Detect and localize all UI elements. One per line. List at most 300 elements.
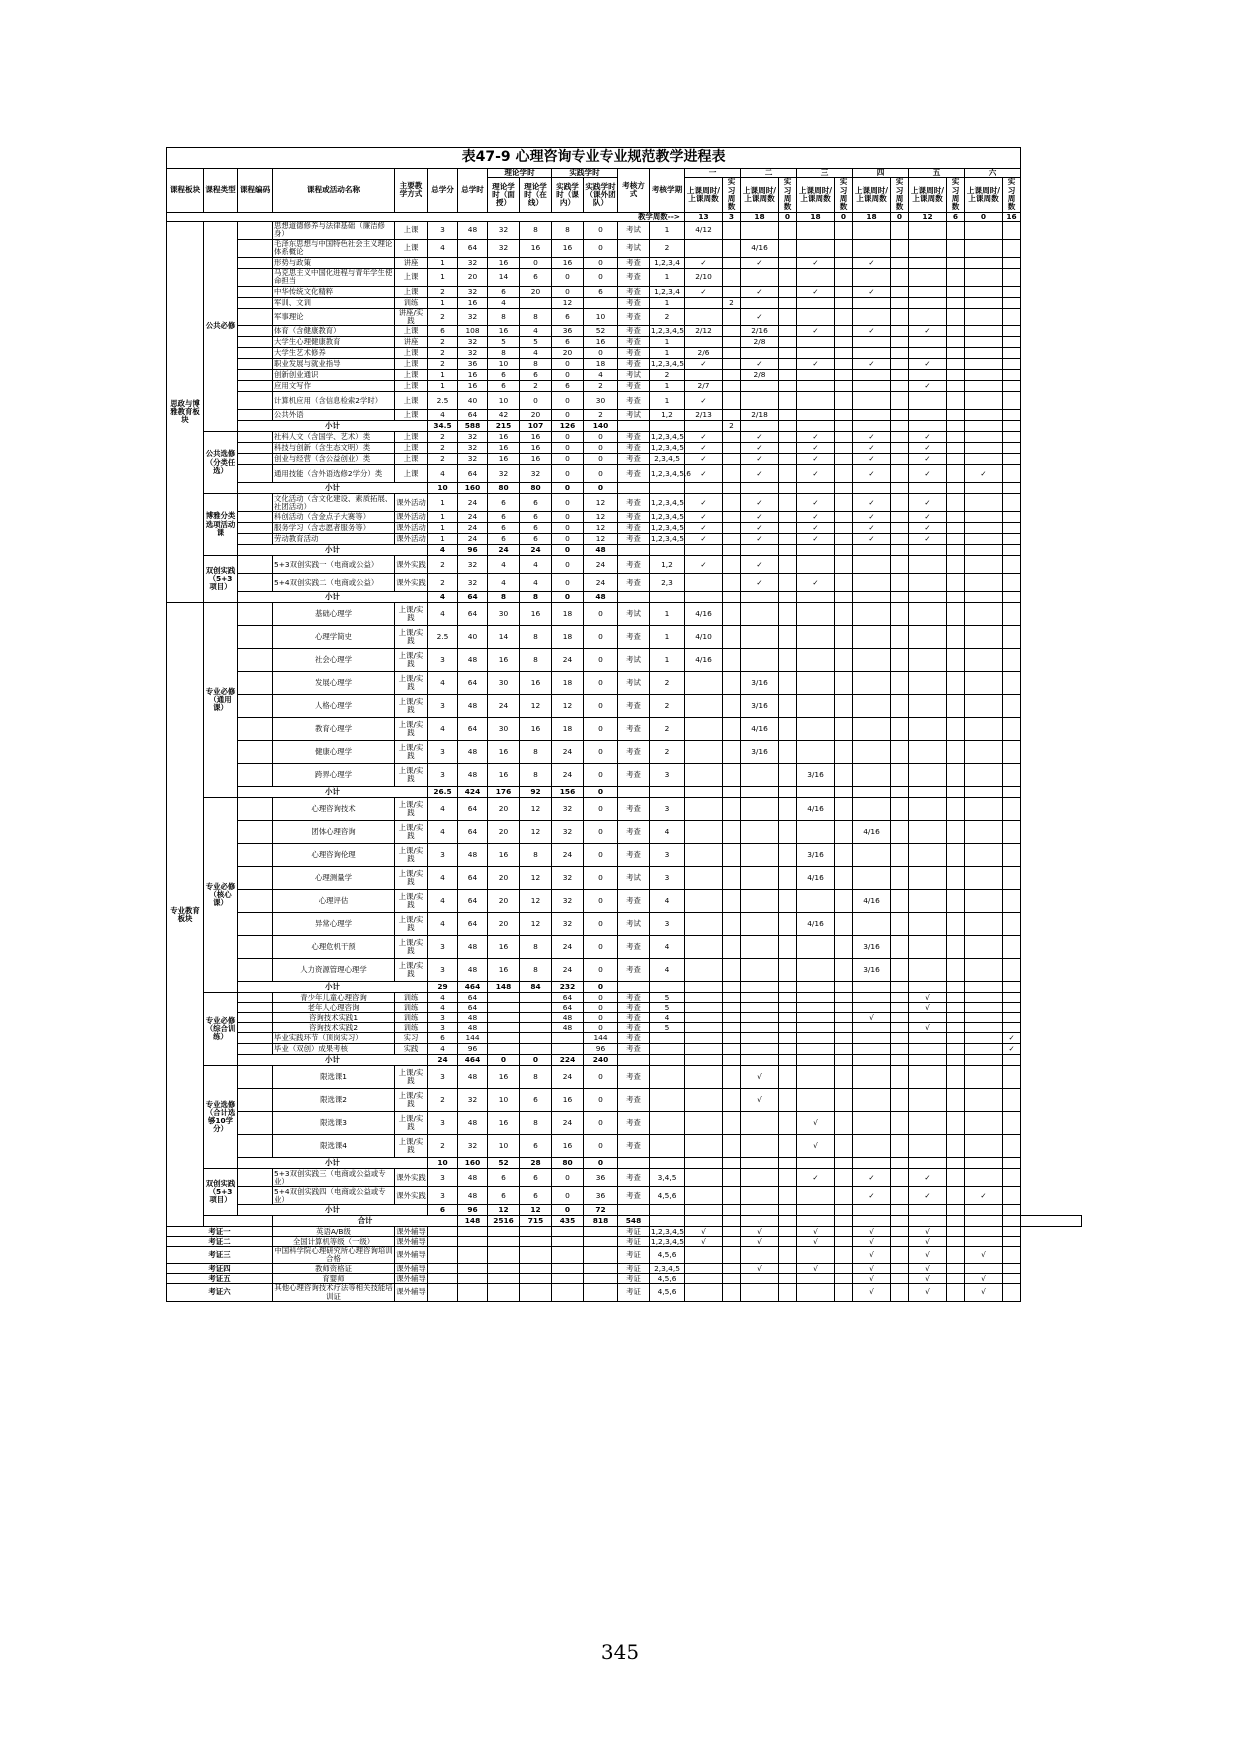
semester-cell	[723, 534, 741, 545]
exam-term: 1,2,3,4,5	[651, 359, 684, 369]
semester-cell	[1003, 626, 1021, 649]
teaching-mode: 上课/实践	[395, 649, 428, 672]
semester-cell: 3/16	[853, 936, 891, 959]
semester-cell	[741, 1135, 779, 1158]
cell-hours: 108	[458, 326, 488, 337]
header-name: 课程或活动名称	[273, 169, 395, 213]
cell-po: 0	[584, 454, 618, 465]
exam-term	[650, 1055, 685, 1066]
cell-tf: 30	[488, 672, 520, 695]
semester-cell	[1003, 392, 1021, 410]
subtotal-row	[167, 545, 1082, 556]
semester-cell	[779, 337, 797, 348]
teaching-mode: 上课	[395, 239, 428, 257]
semester-cell	[891, 1169, 909, 1187]
weeks-value: 12	[909, 212, 947, 221]
semester-cell	[723, 1158, 741, 1169]
semester-cell	[947, 603, 965, 626]
semester-cell: √	[797, 1264, 835, 1274]
exam-term: 5	[650, 1023, 685, 1033]
semester-cell	[947, 844, 965, 867]
exam-mode: 考证	[618, 1264, 650, 1274]
exam-mode: 考查	[618, 443, 650, 454]
semester-cell	[947, 286, 965, 297]
teaching-mode: 课外活动	[396, 534, 426, 544]
exam-mode	[618, 1205, 650, 1216]
semester-cell	[891, 1284, 909, 1301]
semester-cell	[1003, 672, 1021, 695]
semester-cell	[891, 1205, 909, 1216]
semester-cell	[797, 370, 835, 381]
exam-mode	[618, 1055, 650, 1066]
semester-cell	[685, 844, 723, 867]
exam-term: 2	[650, 672, 685, 695]
semester-cell	[947, 821, 965, 844]
course-name: 咨询技术实践1	[273, 1013, 395, 1023]
semester-cell	[797, 718, 835, 741]
exam-term: 5	[650, 993, 685, 1003]
semester-cell	[1003, 1264, 1021, 1274]
cell-po: 140	[584, 421, 618, 432]
semester-cell: √	[909, 1227, 947, 1237]
header-semester-1: 一	[685, 169, 741, 178]
exam-term	[650, 1158, 685, 1169]
cell-hours: 424	[458, 787, 488, 798]
cell-credits: 4	[428, 603, 458, 626]
semester-cell	[853, 1055, 891, 1066]
empty-cell	[428, 1274, 458, 1284]
cell-credits: 6	[428, 326, 458, 337]
exam-term	[650, 545, 685, 556]
semester-cell	[853, 913, 891, 936]
semester-cell	[835, 603, 853, 626]
type-label: 公共必修	[204, 221, 238, 431]
cell-tf: 6	[488, 534, 520, 545]
cell-to: 80	[520, 483, 552, 494]
semester-cell: √	[797, 1227, 835, 1237]
semester-cell	[835, 483, 853, 494]
cert-mode: 课外辅导	[395, 1247, 428, 1264]
semester-cell	[965, 741, 1003, 764]
cell-pi: 0	[552, 359, 584, 370]
semester-cell	[965, 936, 1003, 959]
cell-pi: 156	[552, 787, 584, 798]
semester-cell	[723, 1135, 741, 1158]
exam-mode: 考查	[618, 1135, 650, 1158]
semester-cell	[891, 1055, 909, 1066]
cell-po: 0	[584, 268, 618, 286]
semester-cell	[947, 592, 965, 603]
exam-mode: 考查	[618, 534, 650, 545]
semester-cell	[723, 1284, 741, 1301]
cert-row	[167, 1227, 1082, 1237]
semester-cell: 4/16	[853, 821, 891, 844]
cell-pi: 0	[552, 432, 584, 443]
cell-pi: 16	[552, 1135, 584, 1158]
semester-cell	[835, 936, 853, 959]
semester-cell: 2	[723, 297, 741, 308]
cell-credits: 2	[428, 308, 458, 325]
teaching-mode: 上课	[395, 443, 428, 454]
semester-cell	[891, 239, 909, 257]
semester-cell: √	[909, 1023, 947, 1033]
exam-term: 2	[650, 308, 685, 325]
semester-cell	[909, 672, 947, 695]
semester-cell: ✓	[797, 257, 835, 268]
header-intern: 实习周数	[891, 178, 909, 212]
subtotal-row	[167, 592, 1082, 603]
semester-cell	[835, 370, 853, 381]
semester-cell	[723, 337, 741, 348]
semester-cell: √	[741, 1066, 779, 1089]
semester-cell	[723, 465, 741, 483]
exam-term: 1	[650, 337, 685, 348]
cell-pi: 0	[552, 556, 584, 574]
exam-term: 1,2,3,4,5	[651, 512, 684, 522]
exam-term: 1,2,3,4	[650, 257, 685, 268]
semester-cell	[947, 1264, 965, 1274]
semester-cell: ✓	[797, 454, 835, 465]
course-name: 毕业实践环节（顶岗实习）	[273, 1033, 395, 1044]
semester-cell	[909, 545, 947, 556]
teaching-mode: 上课/实践	[395, 1066, 428, 1089]
semester-cell	[741, 649, 779, 672]
cell-pi: 36	[552, 326, 584, 337]
teaching-mode: 训练	[395, 1013, 428, 1023]
semester-cell	[779, 534, 797, 545]
semester-cell	[779, 1187, 797, 1205]
cell-po: 0	[584, 1135, 618, 1158]
semester-cell	[723, 1013, 741, 1023]
semester-cell	[1003, 821, 1021, 844]
cell-po: 0	[584, 718, 618, 741]
cell-hours: 32	[458, 574, 488, 592]
semester-cell	[947, 348, 965, 359]
semester-cell	[891, 982, 909, 993]
exam-term: 5	[650, 1003, 685, 1013]
cell-to: 28	[520, 1158, 552, 1169]
cert-label: 考证三	[167, 1247, 273, 1264]
page-number: 345	[600, 1640, 640, 1664]
semester-cell	[797, 672, 835, 695]
table-row	[167, 465, 1082, 483]
semester-cell	[835, 649, 853, 672]
course-code	[238, 465, 273, 483]
semester-cell	[835, 545, 853, 556]
semester-cell	[965, 286, 1003, 297]
semester-cell	[723, 1066, 741, 1089]
semester-cell: ✓	[741, 534, 779, 545]
cell-credits: 2	[428, 1135, 458, 1158]
cell-hours: 32	[458, 308, 488, 325]
semester-cell	[741, 798, 779, 821]
semester-cell	[685, 1247, 723, 1264]
semester-cell	[909, 1055, 947, 1066]
table-row	[167, 286, 1082, 297]
semester-cell	[947, 257, 965, 268]
semester-cell	[853, 308, 891, 325]
exam-mode: 考证	[618, 1284, 650, 1301]
cell-po: 72	[584, 1205, 618, 1216]
course-name: 心理评估	[273, 890, 395, 913]
semester-cell	[779, 936, 797, 959]
semester-cell	[965, 268, 1003, 286]
table-row	[167, 512, 1082, 523]
semester-cell	[779, 1055, 797, 1066]
header-theory-online: 理论学时（在线）	[520, 178, 552, 212]
semester-cell	[779, 787, 797, 798]
empty-cell	[552, 1247, 584, 1264]
semester-cell	[797, 410, 835, 421]
cell-tf: 16	[488, 844, 520, 867]
semester-cell	[965, 1216, 1003, 1227]
semester-cell	[1003, 239, 1021, 257]
exam-term	[650, 982, 685, 993]
semester-cell	[779, 1216, 797, 1227]
cell-tf: 6	[488, 1169, 520, 1187]
cert-mode: 课外辅导	[396, 1263, 426, 1273]
semester-cell	[835, 308, 853, 325]
semester-cell	[685, 1187, 723, 1205]
semester-cell	[741, 936, 779, 959]
semester-cell	[835, 1055, 853, 1066]
semester-cell	[909, 257, 947, 268]
table-row	[167, 993, 1082, 1003]
semester-cell	[723, 844, 741, 867]
semester-cell	[947, 1247, 965, 1264]
semester-cell	[723, 1205, 741, 1216]
semester-cell	[723, 221, 741, 239]
course-code	[238, 1013, 273, 1023]
semester-cell: √	[909, 1284, 947, 1301]
course-code	[238, 556, 273, 574]
cell-to: 8	[520, 308, 552, 325]
cell-tf: 6	[488, 494, 520, 512]
semester-cell	[947, 381, 965, 392]
semester-cell	[947, 1089, 965, 1112]
semester-cell	[1003, 286, 1021, 297]
cell-tf: 10	[488, 1089, 520, 1112]
semester-cell	[891, 1003, 909, 1013]
semester-cell	[1003, 1247, 1021, 1264]
semester-cell	[965, 626, 1003, 649]
course-name: 基础心理学	[273, 603, 395, 626]
cert-mode: 课外辅导	[396, 1226, 426, 1236]
semester-cell	[723, 370, 741, 381]
semester-cell: 4/16	[685, 603, 723, 626]
cell-tf: 6	[488, 286, 520, 297]
cell-po: 0	[584, 603, 618, 626]
table-row	[167, 443, 1082, 454]
semester-cell: ✓	[909, 512, 947, 523]
cell-tf: 8	[488, 348, 520, 359]
semester-cell	[1003, 556, 1021, 574]
semester-cell	[965, 239, 1003, 257]
exam-term: 1	[650, 221, 685, 239]
cell-pi: 48	[552, 1023, 584, 1033]
semester-cell: ✓	[685, 454, 723, 465]
course-code	[238, 1135, 273, 1158]
semester-cell: 4/16	[685, 649, 723, 672]
semester-cell	[909, 1205, 947, 1216]
semester-cell	[891, 359, 909, 370]
teaching-mode: 训练	[395, 1023, 428, 1033]
semester-cell	[797, 1013, 835, 1023]
cell-tf: 52	[488, 1158, 520, 1169]
cell-hours: 40	[458, 626, 488, 649]
cell-credits: 2.5	[428, 392, 458, 410]
cell-hours: 48	[458, 1169, 488, 1187]
semester-cell	[741, 1284, 779, 1301]
exam-term: 3	[650, 798, 685, 821]
weeks-value: 16	[1003, 212, 1021, 221]
empty-cell	[488, 1284, 520, 1301]
table-row	[167, 603, 1082, 626]
semester-cell	[965, 821, 1003, 844]
cell-to: 8	[520, 626, 552, 649]
semester-cell: ✓	[741, 286, 779, 297]
semester-cell: 4/16	[741, 239, 779, 257]
semester-cell	[1003, 890, 1021, 913]
cell-tf: 16	[488, 764, 520, 787]
subtotal-label: 小计	[238, 483, 428, 494]
course-name: 大学生心理健康教育	[273, 337, 395, 348]
semester-cell	[723, 410, 741, 421]
table-row	[167, 867, 1082, 890]
cell-po: 0	[584, 672, 618, 695]
cell-po: 48	[584, 545, 618, 556]
semester-cell	[1003, 1169, 1021, 1187]
semester-cell	[1003, 798, 1021, 821]
teaching-mode: 上课	[395, 359, 428, 370]
cell-po: 0	[584, 649, 618, 672]
semester-cell	[965, 592, 1003, 603]
semester-cell	[1003, 1237, 1021, 1247]
semester-cell	[965, 1003, 1003, 1013]
cell-hours: 48	[458, 741, 488, 764]
semester-cell	[779, 982, 797, 993]
type-label: 公共选修（分类任选）	[204, 432, 238, 494]
semester-cell	[1003, 454, 1021, 465]
cell-credits: 1	[428, 370, 458, 381]
semester-cell	[947, 221, 965, 239]
semester-cell	[723, 326, 741, 337]
semester-cell	[835, 221, 853, 239]
cell-pi: 80	[552, 1158, 584, 1169]
semester-cell	[891, 443, 909, 454]
subtotal-label: 小计	[238, 545, 428, 556]
teaching-mode: 上课	[395, 410, 428, 421]
course-name: 劳动教育活动	[273, 534, 395, 545]
semester-cell	[965, 392, 1003, 410]
semester-cell	[723, 1033, 741, 1044]
empty-cell	[458, 1284, 488, 1301]
semester-cell	[853, 695, 891, 718]
semester-cell	[797, 308, 835, 325]
course-name: 应用文写作	[273, 381, 395, 392]
cell-credits: 4	[428, 913, 458, 936]
semester-cell	[947, 523, 965, 534]
cell-to: 16	[520, 718, 552, 741]
semester-cell	[891, 1013, 909, 1023]
semester-cell	[835, 1227, 853, 1237]
header-weekly: 上课周时/上课周数	[965, 178, 1003, 212]
empty-cell	[428, 1237, 458, 1247]
semester-cell	[891, 432, 909, 443]
exam-mode: 考证	[618, 1237, 650, 1247]
course-code	[238, 1066, 273, 1089]
semester-cell: √	[909, 1003, 947, 1013]
semester-cell	[1003, 545, 1021, 556]
cell-tf: 80	[488, 483, 520, 494]
semester-cell: ✓	[853, 1169, 891, 1187]
semester-cell	[909, 936, 947, 959]
semester-cell	[947, 392, 965, 410]
semester-cell	[741, 993, 779, 1003]
header-intern: 实习周数	[947, 178, 965, 212]
cell-po: 0	[584, 1003, 618, 1013]
semester-cell	[947, 1044, 965, 1055]
semester-cell	[965, 556, 1003, 574]
course-name: 人力资源管理心理学	[273, 959, 395, 982]
semester-cell: ✓	[797, 432, 835, 443]
semester-cell	[779, 592, 797, 603]
teaching-mode: 上课	[395, 432, 428, 443]
exam-term: 4,5,6	[650, 1274, 685, 1284]
semester-cell	[723, 821, 741, 844]
semester-cell	[723, 359, 741, 370]
exam-mode: 考证	[618, 1247, 650, 1264]
semester-cell	[947, 494, 965, 512]
teaching-mode: 上课	[395, 465, 428, 483]
teaching-mode: 上课/实践	[395, 1089, 428, 1112]
semester-cell	[891, 1227, 909, 1237]
semester-cell	[891, 326, 909, 337]
semester-cell: ✓	[909, 1169, 947, 1187]
block-label: 思政与博雅教育板块	[167, 221, 204, 602]
semester-cell	[835, 913, 853, 936]
cell-po: 0	[584, 348, 618, 359]
cell-to: 16	[520, 603, 552, 626]
semester-cell	[685, 993, 723, 1003]
semester-cell	[685, 1274, 723, 1284]
semester-cell	[947, 695, 965, 718]
semester-cell	[1003, 1216, 1021, 1227]
exam-mode: 考查	[618, 257, 650, 268]
semester-cell	[797, 821, 835, 844]
cell-hours: 32	[458, 257, 488, 268]
weeks-value: 18	[741, 212, 779, 221]
semester-cell	[797, 959, 835, 982]
exam-term: 1,2,3,4,5	[651, 523, 684, 533]
exam-term: 3	[650, 844, 685, 867]
semester-cell	[835, 574, 853, 592]
semester-cell	[741, 392, 779, 410]
semester-cell: √	[741, 1227, 779, 1237]
semester-cell: √	[909, 1264, 947, 1274]
weeks-value: 0	[779, 212, 797, 221]
cell-po: 0	[584, 1089, 618, 1112]
semester-cell: ✓	[965, 1187, 1003, 1205]
cell-po: 24	[584, 574, 618, 592]
semester-cell	[891, 1135, 909, 1158]
exam-term: 3	[650, 764, 685, 787]
semester-cell	[723, 798, 741, 821]
semester-cell	[723, 993, 741, 1003]
teaching-mode: 课外实践	[395, 556, 428, 574]
cell-tf: 215	[488, 421, 520, 432]
cell-to: 6	[520, 1169, 552, 1187]
